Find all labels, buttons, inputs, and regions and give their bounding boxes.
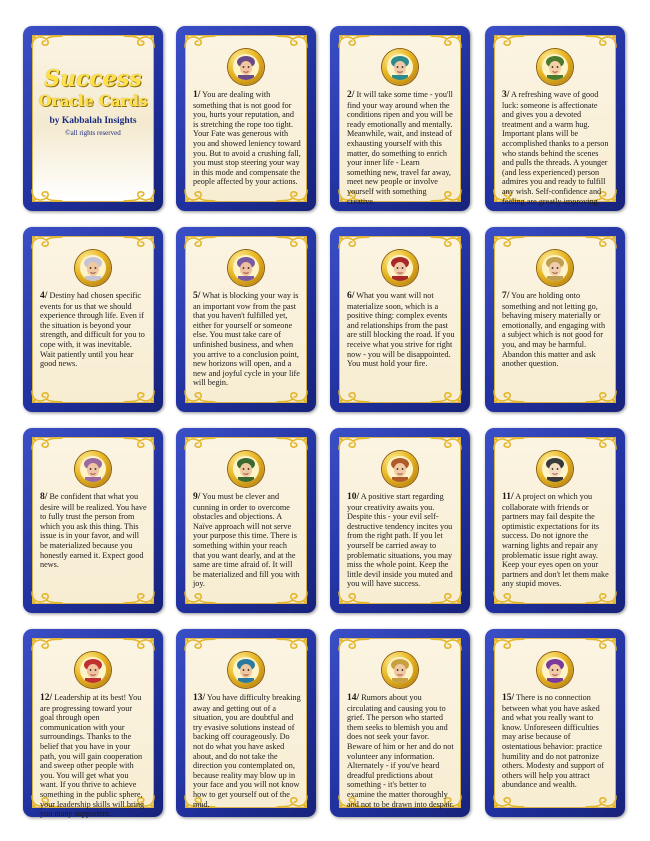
card-text bbox=[40, 492, 148, 570]
card-number: 1/ bbox=[193, 90, 201, 100]
oracle-card bbox=[485, 26, 625, 211]
gold-flourish-icon bbox=[275, 234, 309, 250]
portrait-icon bbox=[382, 250, 418, 286]
card-face bbox=[185, 236, 307, 403]
card-message: Rumors about you circulating and causing you to grief. The person who started them seeks to blemish you and does not seek your favor. Beware of him or her and do not volunteer any information. Alternately - if you've heard dreadful predictions about something - it's better to examine the matter thoroughly and not to be drawn into despair. bbox=[347, 693, 455, 809]
card-text bbox=[347, 492, 455, 589]
oracle-card bbox=[485, 428, 625, 613]
gold-flourish-icon bbox=[30, 590, 64, 606]
oracle-card bbox=[176, 428, 316, 613]
gold-flourish-icon bbox=[30, 389, 64, 405]
gold-flourish-icon bbox=[492, 435, 526, 451]
card-message: What is blocking your way is an important vow from the past that you haven't fulfilled yet, either for yourself or someone else. You must take care of unfinished business, and when you arrive to a conclusion point, new horizons will open, and a new and joyful cycle in your life will begin. bbox=[193, 291, 300, 388]
gold-flourish-icon bbox=[122, 389, 156, 405]
title-card-face bbox=[32, 35, 154, 202]
gold-flourish-icon bbox=[183, 33, 217, 49]
gold-flourish-icon bbox=[122, 636, 156, 652]
card-number: 4/ bbox=[40, 291, 48, 301]
card-message: A project on which you collaborate with friends or partners may fail despite the optimistic expectations for its success. Do not ignore the warning lights and repair any problematic issue right away. Keep your eyes open on your partners and don't let them make any stupid moves. bbox=[502, 492, 609, 589]
portrait-icon bbox=[537, 49, 573, 85]
card-message: Destiny had chosen specific events for us that we should experience through life. Even if the situation is beyond your strength, and difficult for you to cope with, it was inevitable. Wait patiently until you hear good news. bbox=[40, 291, 145, 369]
title-card bbox=[23, 26, 163, 211]
oracle-card bbox=[485, 227, 625, 412]
portrait-icon bbox=[537, 250, 573, 286]
gold-flourish-icon bbox=[30, 435, 64, 451]
card-message: There is no connection between what you have asked and what you really want to know. Unforeseen difficulties may arise because of ostentatious behavior: practice humility and do not patronize others. Modesty and support of others will help you attract abundance and wealth. bbox=[502, 693, 605, 790]
portrait-icon bbox=[228, 652, 264, 688]
card-face bbox=[339, 638, 461, 808]
card-face bbox=[32, 638, 154, 819]
card-message: It will take some time - you'll find your way around when the conditions ripen and you will be ready emotionally and mentally. Meanwhile, wait, and instead of exhausting yourself with this matter, do something to enrich your inner life - Learn something new, travel far away, meet new people or involve yourself with something creative. bbox=[347, 90, 453, 206]
card-message: A positive start regarding your creativity awaits you. Despite this - your evil self-destructive tendency incites you from the right path. If you let yourself be carried away to problematic situations, you may miss the whole point. Keep the little devil inside you muted and you will have success. bbox=[347, 492, 453, 589]
gold-flourish-icon bbox=[30, 33, 64, 49]
card-text bbox=[502, 492, 610, 589]
portrait-icon bbox=[382, 652, 418, 688]
card-text bbox=[193, 291, 301, 388]
gold-flourish-icon bbox=[183, 389, 217, 405]
gold-flourish-icon bbox=[429, 636, 463, 652]
card-text bbox=[347, 90, 455, 206]
gold-flourish-icon bbox=[183, 188, 217, 204]
card-number: 6/ bbox=[347, 291, 355, 301]
oracle-card bbox=[330, 629, 470, 817]
gold-flourish-icon bbox=[584, 234, 618, 250]
gold-flourish-icon bbox=[337, 389, 371, 405]
card-face bbox=[185, 437, 307, 604]
gold-flourish-icon bbox=[337, 33, 371, 49]
portrait-icon bbox=[75, 652, 111, 688]
oracle-card bbox=[485, 629, 625, 817]
gold-flourish-icon bbox=[584, 33, 618, 49]
card-message: What you want will not materialize soon, which is a positive thing: complex events and relationships from the past are still blocking the road. If you receive what you strive for right now - you will be disappointed. You must hold your fire. bbox=[347, 291, 455, 369]
portrait-icon bbox=[75, 250, 111, 286]
gold-flourish-icon bbox=[122, 234, 156, 250]
gold-flourish-icon bbox=[429, 590, 463, 606]
gold-flourish-icon bbox=[30, 636, 64, 652]
card-face bbox=[32, 236, 154, 403]
card-number: 3/ bbox=[502, 90, 510, 100]
gold-flourish-icon bbox=[492, 389, 526, 405]
card-face bbox=[494, 35, 616, 206]
copyright-icon: © bbox=[65, 129, 71, 137]
oracle-card bbox=[176, 227, 316, 412]
portrait-icon bbox=[537, 652, 573, 688]
card-number: 7/ bbox=[502, 291, 510, 301]
card-face bbox=[185, 638, 307, 808]
portrait-icon bbox=[382, 451, 418, 487]
gold-flourish-icon bbox=[122, 33, 156, 49]
card-message: Be confident that what you desire will be realized. You have to fully trust the person from which you ask this thing. This issue is in your favor, and will be materialized because you honestly earned it. Expect good news. bbox=[40, 492, 147, 570]
card-message: You must be clever and cunning in order to overcome obstacles and objections. A Naïve approach will not serve your purpose this time. There is something within your reach that you want dearly, and at the same are time afraid of. It will be materialized and fill you with joy. bbox=[193, 492, 300, 589]
gold-flourish-icon bbox=[337, 590, 371, 606]
gold-flourish-icon bbox=[429, 234, 463, 250]
card-text bbox=[40, 693, 148, 819]
card-text bbox=[347, 291, 455, 369]
gold-flourish-icon bbox=[183, 435, 217, 451]
gold-flourish-icon bbox=[183, 636, 217, 652]
card-face bbox=[494, 638, 616, 808]
card-number: 10/ bbox=[347, 492, 360, 502]
card-text bbox=[502, 291, 610, 369]
gold-flourish-icon bbox=[492, 636, 526, 652]
card-text bbox=[40, 291, 148, 369]
gold-flourish-icon bbox=[429, 435, 463, 451]
card-number: 12/ bbox=[40, 693, 53, 703]
gold-flourish-icon bbox=[584, 389, 618, 405]
card-text bbox=[193, 90, 301, 187]
gold-flourish-icon bbox=[492, 590, 526, 606]
card-number: 15/ bbox=[502, 693, 515, 703]
title-line-success: Success bbox=[44, 66, 142, 92]
card-number: 11/ bbox=[502, 492, 514, 502]
gold-flourish-icon bbox=[584, 636, 618, 652]
gold-flourish-icon bbox=[122, 435, 156, 451]
card-text bbox=[347, 693, 455, 809]
oracle-card bbox=[330, 227, 470, 412]
card-number: 8/ bbox=[40, 492, 48, 502]
gold-flourish-icon bbox=[30, 188, 64, 204]
portrait-icon bbox=[228, 49, 264, 85]
gold-flourish-icon bbox=[584, 435, 618, 451]
gold-flourish-icon bbox=[429, 33, 463, 49]
card-number: 5/ bbox=[193, 291, 201, 301]
portrait-icon bbox=[228, 250, 264, 286]
gold-flourish-icon bbox=[492, 794, 526, 810]
card-message: You are holding onto something and not letting go, behaving misery materially or emotionally, and engaging with a subject which is not good for you, and may be harmful. Abandon this matter and ask another question. bbox=[502, 291, 606, 369]
card-face bbox=[339, 35, 461, 206]
gold-flourish-icon bbox=[122, 590, 156, 606]
card-text bbox=[193, 693, 301, 809]
gold-flourish-icon bbox=[492, 33, 526, 49]
gold-flourish-icon bbox=[275, 389, 309, 405]
card-face bbox=[185, 35, 307, 202]
oracle-card bbox=[176, 629, 316, 817]
card-text bbox=[502, 693, 610, 790]
gold-flourish-icon bbox=[275, 636, 309, 652]
card-number: 13/ bbox=[193, 693, 206, 703]
gold-flourish-icon bbox=[337, 435, 371, 451]
byline: by Kabbalah Insights bbox=[49, 116, 137, 126]
card-message: A refreshing wave of good luck: someone is affectionate and gives you a devoted treatment and a warm hug. Important plans will be accomplished thanks to a person who stands behind the scenes and pulls the threads. A younger (and less experienced) person admires you and ready to fulfill any wish. Self-confidence and feeling are greatly improving. bbox=[502, 90, 609, 206]
gold-flourish-icon bbox=[30, 234, 64, 250]
gold-flourish-icon bbox=[275, 188, 309, 204]
gold-flourish-icon bbox=[337, 636, 371, 652]
gold-flourish-icon bbox=[492, 234, 526, 250]
oracle-card bbox=[23, 428, 163, 613]
card-face bbox=[339, 437, 461, 604]
gold-flourish-icon bbox=[275, 590, 309, 606]
oracle-card bbox=[23, 629, 163, 817]
portrait-icon bbox=[382, 49, 418, 85]
card-face bbox=[339, 236, 461, 403]
gold-flourish-icon bbox=[275, 435, 309, 451]
card-text bbox=[502, 90, 610, 206]
gold-flourish-icon bbox=[183, 234, 217, 250]
card-face bbox=[494, 236, 616, 403]
gold-flourish-icon bbox=[429, 389, 463, 405]
oracle-card bbox=[176, 26, 316, 211]
card-number: 9/ bbox=[193, 492, 201, 502]
gold-flourish-icon bbox=[584, 794, 618, 810]
card-face bbox=[32, 437, 154, 604]
oracle-card bbox=[330, 428, 470, 613]
card-number: 2/ bbox=[347, 90, 355, 100]
card-number: 14/ bbox=[347, 693, 360, 703]
card-face bbox=[494, 437, 616, 604]
oracle-card bbox=[23, 227, 163, 412]
gold-flourish-icon bbox=[275, 33, 309, 49]
gold-flourish-icon bbox=[122, 188, 156, 204]
card-message: You are dealing with something that is not good for you, hurts your reputation, and is stretching the rope too tight. Your Fate was generous with you and showed leniency toward you. But to avoid a crushing fall, you must stop steering your way in this mode and compensate the people affected by your actions. bbox=[193, 90, 301, 187]
gold-flourish-icon bbox=[584, 590, 618, 606]
oracle-card bbox=[330, 26, 470, 211]
portrait-icon bbox=[75, 451, 111, 487]
card-message: Leadership at its best! You are progressing toward your goal through open communication with your surroundings. Thanks to the belief that you have in your path, you will gain cooperation and sweep other people with you. You will get what you want. If you thrive to achieve something in the public sphere, your leadership skills will bring you many supporters. bbox=[40, 693, 145, 819]
card-text bbox=[193, 492, 301, 589]
card-message: You have difficulty breaking away and getting out of a situation, you are doubtful and try evasive solutions instead of backing off courageously. Do not do what you have asked about, and do not take the direction you contemplated on, because reality may blow up in your face and you will not know how to get yourself out of the mud. bbox=[193, 693, 301, 809]
gold-flourish-icon bbox=[337, 234, 371, 250]
portrait-icon bbox=[537, 451, 573, 487]
portrait-icon bbox=[228, 451, 264, 487]
title-line-oracle-cards: Oracle Cards bbox=[38, 92, 148, 110]
rights-line: ©all rights reserved bbox=[65, 129, 121, 137]
gold-flourish-icon bbox=[183, 590, 217, 606]
